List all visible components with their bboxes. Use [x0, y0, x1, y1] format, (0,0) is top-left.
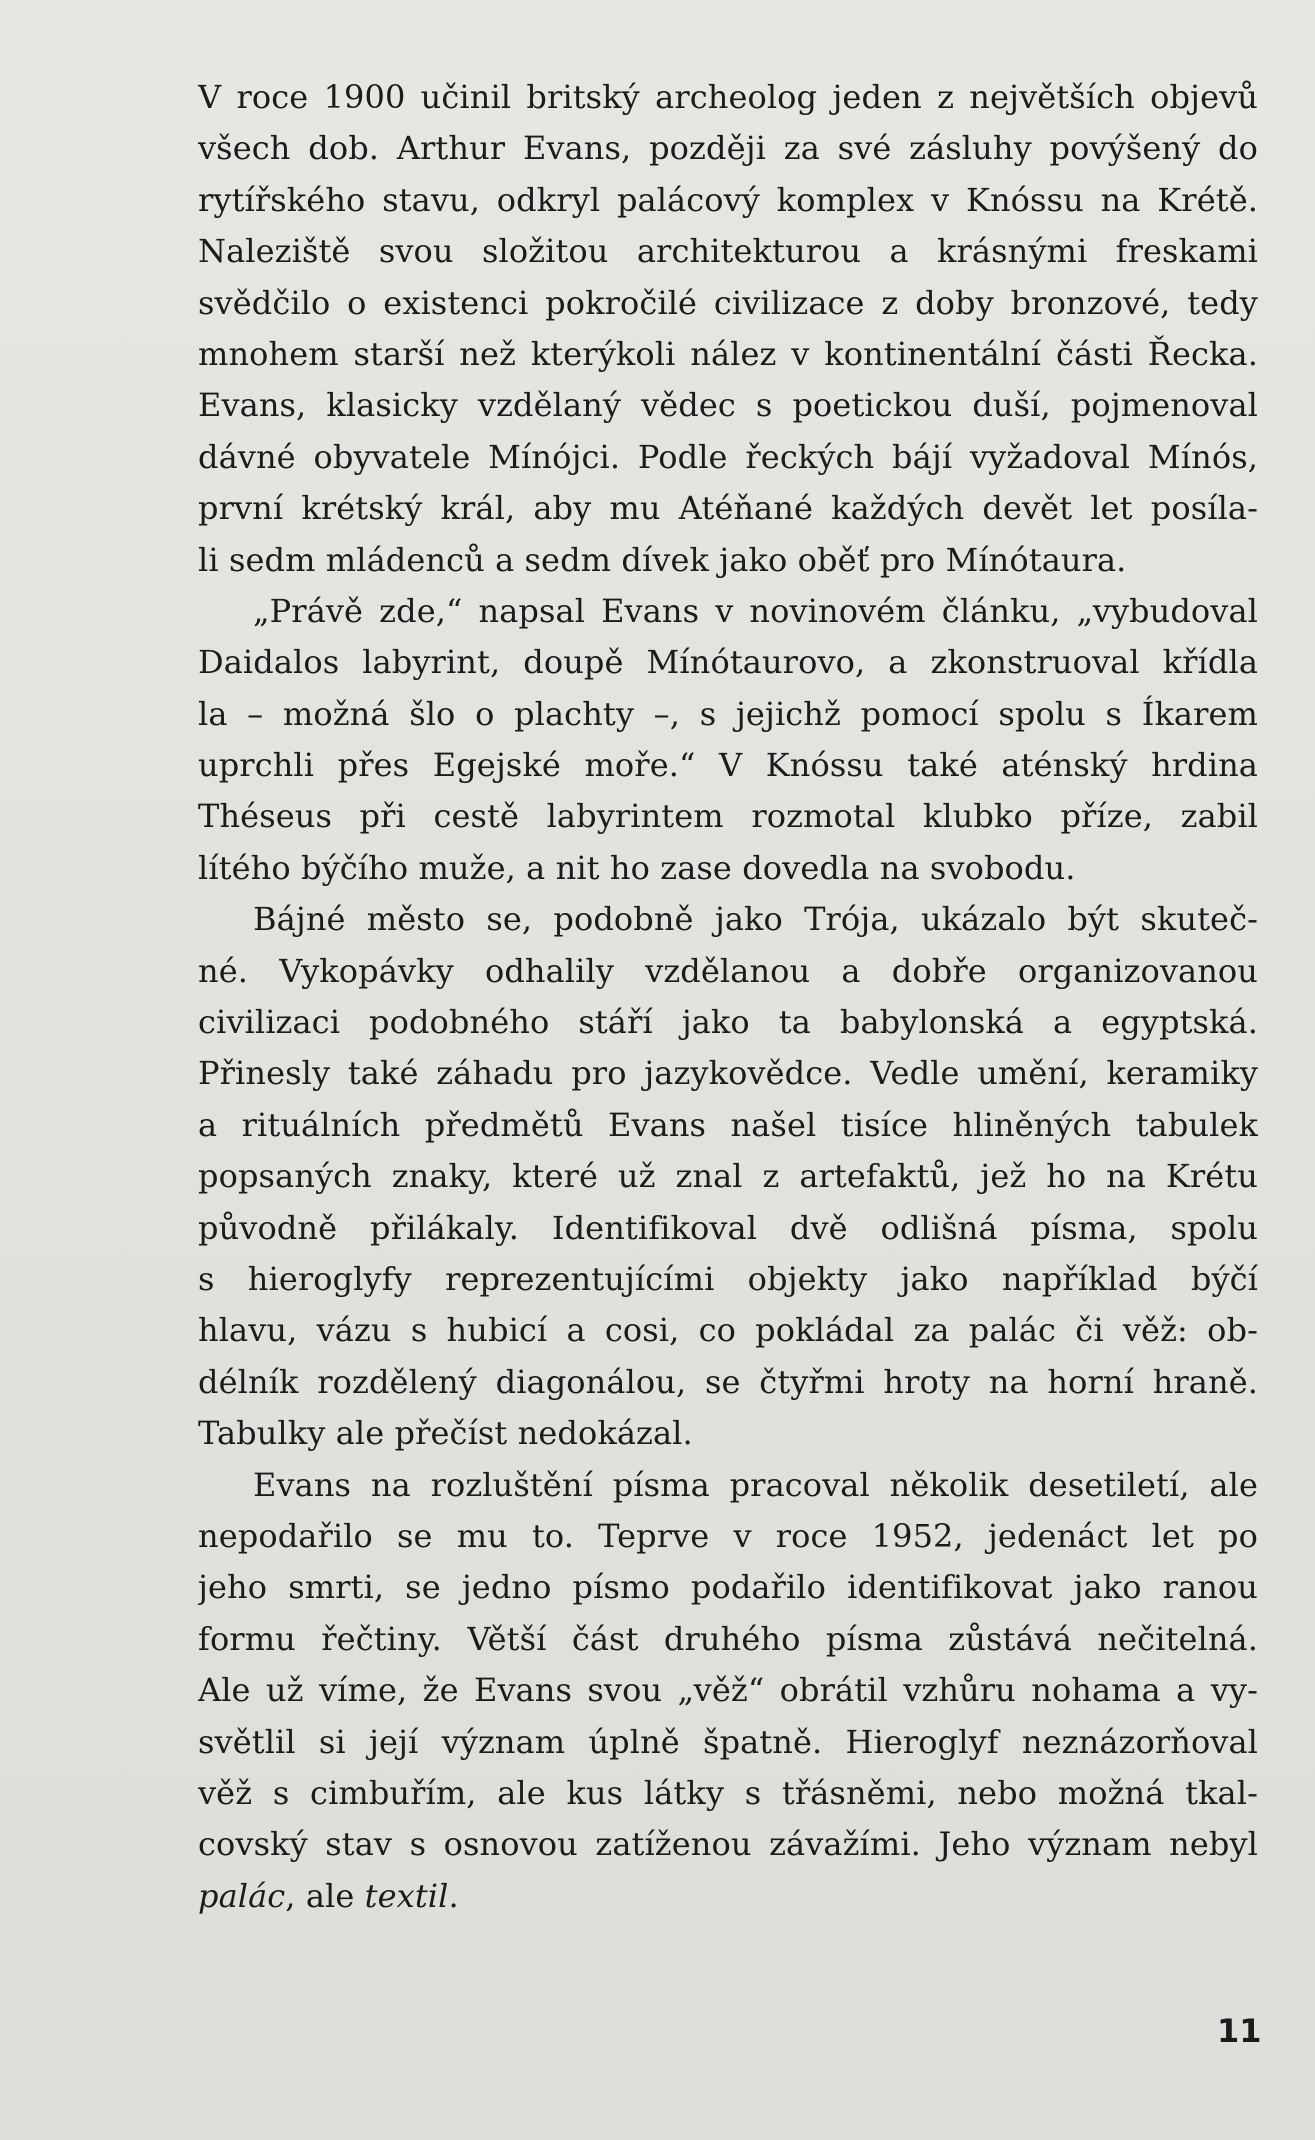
paragraph-3 — [198, 894, 1258, 1459]
text-line: formu řečtiny. Větší část druhého písma zůstává nečitelná. — [198, 1619, 1258, 1658]
text-line: Daidalos labyrint, doupě Mínótaurovo, a zkonstruoval křídla — [198, 643, 1258, 682]
text-line: né. Vykopávky odhalily vzdělanou a dobře organizovanou — [198, 951, 1258, 990]
text-line: popsaných znaky, které už znal z artefaktů, jež ho na Krétu — [198, 1157, 1258, 1196]
text-line: první krétský král, aby mu Atéňané každých devět let posíla- — [198, 489, 1258, 528]
text-line: Bájné město se, podobně jako Trója, ukázalo být skuteč- — [253, 900, 1258, 939]
text-line: svědčilo o existenci pokročilé civilizace z doby bronzové, tedy — [198, 283, 1258, 322]
text-line: Přinesly také záhadu pro jazykovědce. Vedle umění, keramiky — [198, 1054, 1258, 1093]
text-line: délník rozdělený diagonálou, se čtyřmi hroty na horní hraně. — [198, 1362, 1258, 1401]
text-line: věž s cimbuřím, ale kus látky s třásněmi, nebo možná tkal- — [198, 1773, 1258, 1812]
text-line: Tabulky ale přečíst nedokázal. — [198, 1414, 693, 1453]
text-line: původně přilákaly. Identifikoval dvě odlišná písma, spolu — [198, 1208, 1258, 1247]
text-line: Ale už víme, že Evans svou „věž“ obrátil vzhůru nohama a vy- — [198, 1671, 1258, 1710]
body-text — [198, 72, 1258, 1922]
text-line: a rituálních předmětů Evans našel tisíce hliněných tabulek — [198, 1105, 1258, 1144]
italic-word: palác — [198, 1876, 286, 1915]
text-line: Evans na rozluštění písma pracoval několik desetiletí, ale — [253, 1465, 1258, 1504]
text-line: la – možná šlo o plachty –, s jejichž pomocí spolu s Íkarem — [198, 694, 1258, 733]
text-line: nepodařilo se mu to. Teprve v roce 1952, jedenáct let po — [198, 1516, 1258, 1555]
text-line: civilizaci podobného stáří jako ta babylonská a egyptská. — [198, 1003, 1258, 1042]
paragraph-4 — [198, 1460, 1258, 1923]
text-line: Evans, klasicky vzdělaný vědec s poetickou duší, pojmenoval — [198, 386, 1258, 425]
text-line: Naleziště svou složitou architekturou a krásnými freskami — [198, 232, 1258, 271]
text-line: rytířského stavu, odkryl palácový komplex v Knóssu na Krétě. — [198, 180, 1258, 219]
text-fragment: , ale — [285, 1876, 365, 1915]
text-line: světlil si její význam úplně špatně. Hieroglyf neznázorňoval — [198, 1722, 1258, 1761]
paragraph-1 — [198, 72, 1258, 586]
text-line: lítého býčího muže, a nit ho zase dovedla na svobodu. — [198, 848, 1076, 887]
text-line: V roce 1900 učinil britský archeolog jeden z největších objevů — [198, 78, 1258, 116]
text-line-final — [198, 1871, 1258, 1922]
text-line: všech dob. Arthur Evans, později za své zásluhy povýšený do — [198, 129, 1258, 168]
italic-word: textil — [364, 1876, 449, 1915]
text-line: s hieroglyfy reprezentujícími objekty jako například býčí — [198, 1260, 1258, 1299]
text-line: jeho smrti, se jedno písmo podařilo identifikovat jako ranou — [198, 1568, 1258, 1607]
text-line: uprchli přes Egejské moře.“ V Knóssu také aténský hrdina — [198, 746, 1258, 785]
text-line: „Právě zde,“ napsal Evans v novinovém článku, „vybudoval — [253, 591, 1258, 630]
page-number: 11 — [1217, 2012, 1262, 2050]
text-fragment: . — [448, 1876, 459, 1915]
text-line: hlavu, vázu s hubicí a cosi, co pokládal za palác či věž: ob- — [198, 1311, 1258, 1350]
paragraph-2 — [198, 586, 1258, 894]
text-line: covský stav s osnovou zatíženou závažími. Jeho význam nebyl — [198, 1825, 1258, 1864]
text-line: li sedm mládenců a sedm dívek jako oběť pro Mínótaura. — [198, 540, 1127, 579]
text-line: dávné obyvatele Mínójci. Podle řeckých bájí vyžadoval Mínós, — [198, 437, 1258, 476]
text-line: Théseus při cestě labyrintem rozmotal klubko příze, zabil — [198, 797, 1258, 836]
text-line: mnohem starší než kterýkoli nález v kontinentální části Řecka. — [198, 334, 1258, 373]
